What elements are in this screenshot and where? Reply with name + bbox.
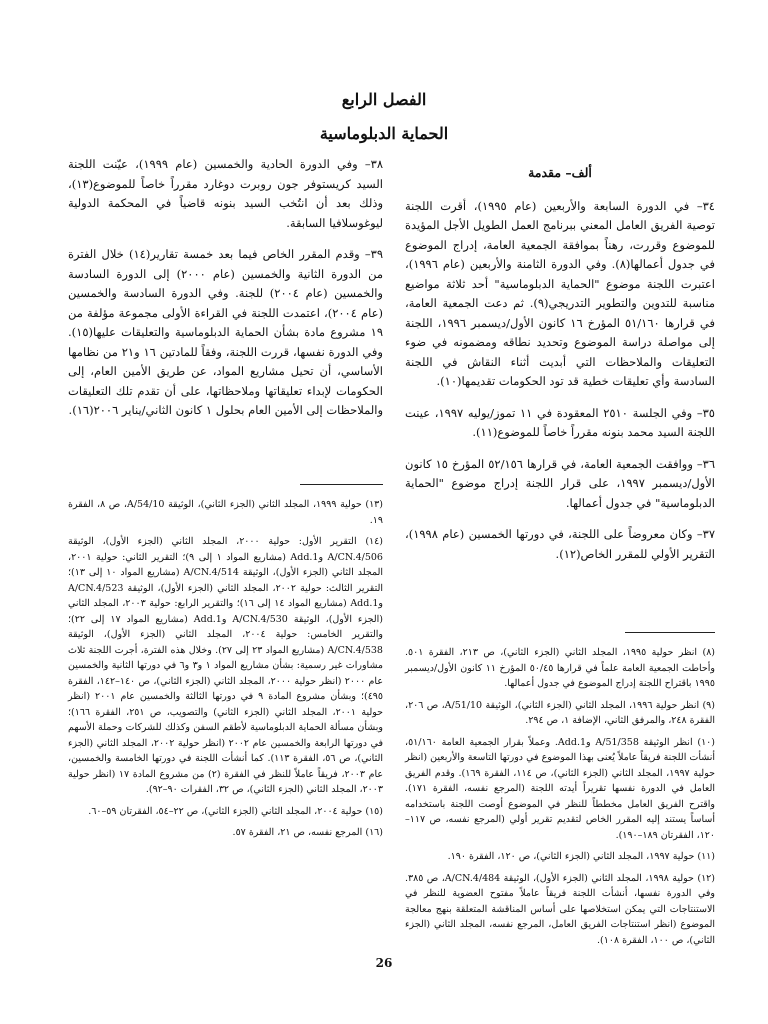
footnote-divider-left (300, 484, 383, 485)
footnote-16: (١٦) المرجع نفسه، ص ٢١، الفقرة ٥٧. (232, 827, 383, 838)
page-number: 26 (375, 956, 393, 970)
left-column (68, 155, 383, 433)
footnote-8: (٨) انظر حولية ١٩٩٥، المجلد الثاني (الجزء الثاني)، ص ٢١٣، الفقرة ٥٠١. وأحاطت الجمعية العامة علماً في قرارها ٥٠/٤٥ المؤرخ ١١ كانون الأول/ديسمبر ١٩٩٥ باقتراح اللجنة إدراج الموضوع في جدول أعمالها. (405, 647, 716, 689)
chapter-subtitle: الحماية الدبلوماسية (319, 124, 449, 143)
footnote-14: (١٤) التقرير الأول: حولية ٢٠٠٠، المجلد الثاني (الجزء الأول)، الوثيقة A/CN.4/506 وAdd.1 (مشاريع المواد ١ إلى ٩)؛ التقرير الثاني: حولية ٢٠٠١، المجلد الثاني (الجزء الأول)، الوثيقة A/CN.4/514 (مشاريع المواد ١٠ إلى ١٣)؛ التقرير الثالث: حولية ٢٠٠٢، المجلد الثاني (الجزء الأول)، الوثيقة A/CN.4/523 وAdd.1 (مشاريع المواد ١٤ إلى ١٦)؛ والتقرير الرابع: حولية ٢٠٠٣، المجلد الثاني (الجزء الأول)، الوثيقة A/CN.4/530 وAdd.1 (مشاريع المواد ١٧ إلى ٢٢)؛ والتقرير الخامس: حولية ٢٠٠٤، المجلد الثاني (الجزء الأول)، الوثيقة A/CN.4/538 (مشاريع المواد ٢٣ إلى ٢٧). وخلال هذه الفترة، أجرت اللجنة ثلاث مشاورات غير رسمية: بشأن مشاريع المواد ١ و٣ و٦ في دورتها الثانية والخمسين عام ٢٠٠٠ (انظر حولية ٢٠٠٠، المجلد الثاني (الجزء الثاني)، ص ١٤٠–١٤٢، الفقرة ٤٩٥)؛ وبشأن مشروع المادة ٩ في دورتها الثالثة والخمسين عام ٢٠٠١ (انظر حولية ٢٠٠١، المجلد الثاني (الجزء الثاني) والتصويب، ص ٢٥١، الفقرة ١٦٦)؛ وبشأن مسألة الحماية الدبلوماسية لأطقم السفن وكذلك للشركات وحملة الأسهم في دورتها الرابعة والخمسين عام ٢٠٠٢ (انظر حولية ٢٠٠٢، المجلد الثاني (الجزء الثاني)، ص ٥٦، الفقرة ١١٣). كما أنشأت اللجنة في دورتها الخامسة والخمسين، عام ٢٠٠٣، فريقاً عاملاً للنظر في الفقرة (٢) من مشروع المادة ١٧ (انظر حولية ٢٠٠٣، المجلد الثاني (الجزء الثاني)، ص ٣٢، الفقرات ٩٠–٩٢). (68, 536, 384, 795)
footnote-12: (١٢) حولية ١٩٩٨، المجلد الثاني (الجزء الأول)، الوثيقة A/CN.4/484، ص ٣٨٥. وفي الدورة نفسها، أنشأت اللجنة فريقاً عاملاً مفتوح العضوية للنظر في الاستنتاجات التي يمكن استخلاصها على أساس المناقشة المتعلقة بنهج معالجة الموضوع (انظر استنتاجات الفريق العامل، المرجع نفسه، المجلد الثاني (الجزء الثاني)، ص ١٠٠، الفقرة ١٠٨). (405, 872, 715, 946)
footnote-10: (١٠) انظر الوثيقة A/51/358 وAdd.1. وعملاً بقرار الجمعية العامة ٥١/١٦٠، أنشأت اللجنة فريقاً عاملاً يُعنى بهذا الموضوع في دورتها التاسعة والأربعين (انظر حولية ١٩٩٧، المجلد الثاني (الجزء الثاني)، ص ١١٤، الفقرة ١٦٩). وقدم الفريق العامل في الدورة نفسها تقريراً أيدته اللجنة (المرجع نفسه، الفقرة ١٧١). واقترح الفريق العامل مخططاً للنظر في الموضوع أوصت اللجنة باستخدامه أساساً يستند إليه المقرر الخاص لتقديم تقرير أولي (المرجع نفسه، ص ١١٧–١٢٠، الفقرتان ١٨٩–١٩٠). (405, 736, 716, 841)
footnotes-right (405, 645, 715, 954)
footnotes-left (68, 497, 383, 847)
footnote-divider-right (625, 632, 715, 633)
footnote-15: (١٥) حولية ٢٠٠٤، المجلد الثاني (الجزء الثاني)، ص ٢٢–٥٤، الفقرتان ٥٩–٦٠. (88, 805, 383, 817)
paragraph-37: ٣٧– وكان معروضاً على اللجنة، في دورتها الخمسين (عام ١٩٩٨)، التقرير الأولي للمقرر الخاص(١٢). (405, 527, 715, 561)
paragraph-34: ٣٤– في الدورة السابعة والأربعين (عام ١٩٩٥)، أقرت اللجنة توصية الفريق العامل المعني ببرنامج العمل الطويل الأجل المؤيدة للموضوع وقررت، رهناً بموافقة الجمعية العامة، إدراج الموضوع في جدول أعمالها(٨). وفي الدورة الثامنة والأربعين (عام ١٩٩٦)، اعتبرت اللجنة موضوع "الحماية الدبلوماسية" أحد ثلاثة مواضيع مناسبة للتدوين والتطوير التدريجي(٩). ثم دعت الجمعية العامة، في قرارها ٥١/١٦٠ المؤرخ ١٦ كانون الأول/ديسمبر ١٩٩٦، اللجنة إلى مواصلة دراسة الموضوع وتحديد نطاقه ومضمونه في ضوء التعليقات والملاحظات التي أبديت أثناء النقاش في اللجنة السادسة وأي تعليقات خطية قد تود الحكومات تقديمها(١٠). (405, 198, 716, 388)
section-heading: ألف– مقدمة (528, 165, 592, 180)
paragraph-39: ٣٩– وقدم المقرر الخاص فيما بعد خمسة تقارير(١٤) خلال الفترة من الدورة الثانية والخمسين (عام ٢٠٠٠) إلى الدورة السادسة والخمسين (عام ٢٠٠٤) للجنة. وفي الدورة السادسة والخمسين (عام ٢٠٠٤)، اعتمدت اللجنة في القراءة الأولى مجموعة مؤلفة من ١٩ مشروع مادة بشأن الحماية الدبلوماسية والتعليقات عليها(١٥). وفي الدورة نفسها، قررت اللجنة، وفقاً للمادتين ١٦ و٢١ من نظامها الأساسي، أن تحيل مشاريع المواد، عن طريق الأمين العام، إلى الحكومات لإبداء تعليقاتها وملاحظاتها، على أن تقدم تلك التعليقات والملاحظات إلى الأمين العام بحلول ١ كانون الثاني/يناير ٢٠٠٦(١٦). (68, 247, 384, 417)
paragraph-38: ٣٨– وفي الدورة الحادية والخمسين (عام ١٩٩٩)، عيّنت اللجنة السيد كريستوفر جون روبرت دوغارد مقرراً خاصاً للموضوع(١٣)، وذلك بعد أن انتُخب السيد بنونه قاضياً في المحكمة الدولية ليوغوسلافيا السابقة. (68, 157, 383, 230)
footnote-11: (١١) حولية ١٩٩٧، المجلد الثاني (الجزء الثاني)، ص ١٢٠، الفقرة ١٩٠. (447, 851, 715, 862)
right-column (405, 155, 715, 576)
chapter-title: الفصل الرابع (341, 90, 427, 109)
footnote-9: (٩) انظر حولية ١٩٩٦، المجلد الثاني (الجزء الثاني)، الوثيقة A/51/10، ص ٢٠٦، الفقرة ٢٤٨، والمرفق الثاني، الإضافة ١، ص ٢٩٤. (405, 699, 715, 726)
paragraph-35: ٣٥– وفي الجلسة ٢٥١٠ المعقودة في ١١ تموز/يوليه ١٩٩٧، عينت اللجنة السيد محمد بنونه مقرراً خاصاً للموضوع(١١). (405, 405, 715, 439)
footnote-13: (١٣) حولية ١٩٩٩، المجلد الثاني (الجزء الثاني)، الوثيقة A/54/10، ص ٨، الفقرة ١٩. (68, 499, 383, 526)
paragraph-36: ٣٦– ووافقت الجمعية العامة، في قرارها ٥٢/١٥٦ المؤرخ ١٥ كانون الأول/ديسمبر ١٩٩٧، على قرار اللجنة إدراج موضوع "الحماية الدبلوماسية" في جدول أعمالها. (405, 456, 716, 510)
